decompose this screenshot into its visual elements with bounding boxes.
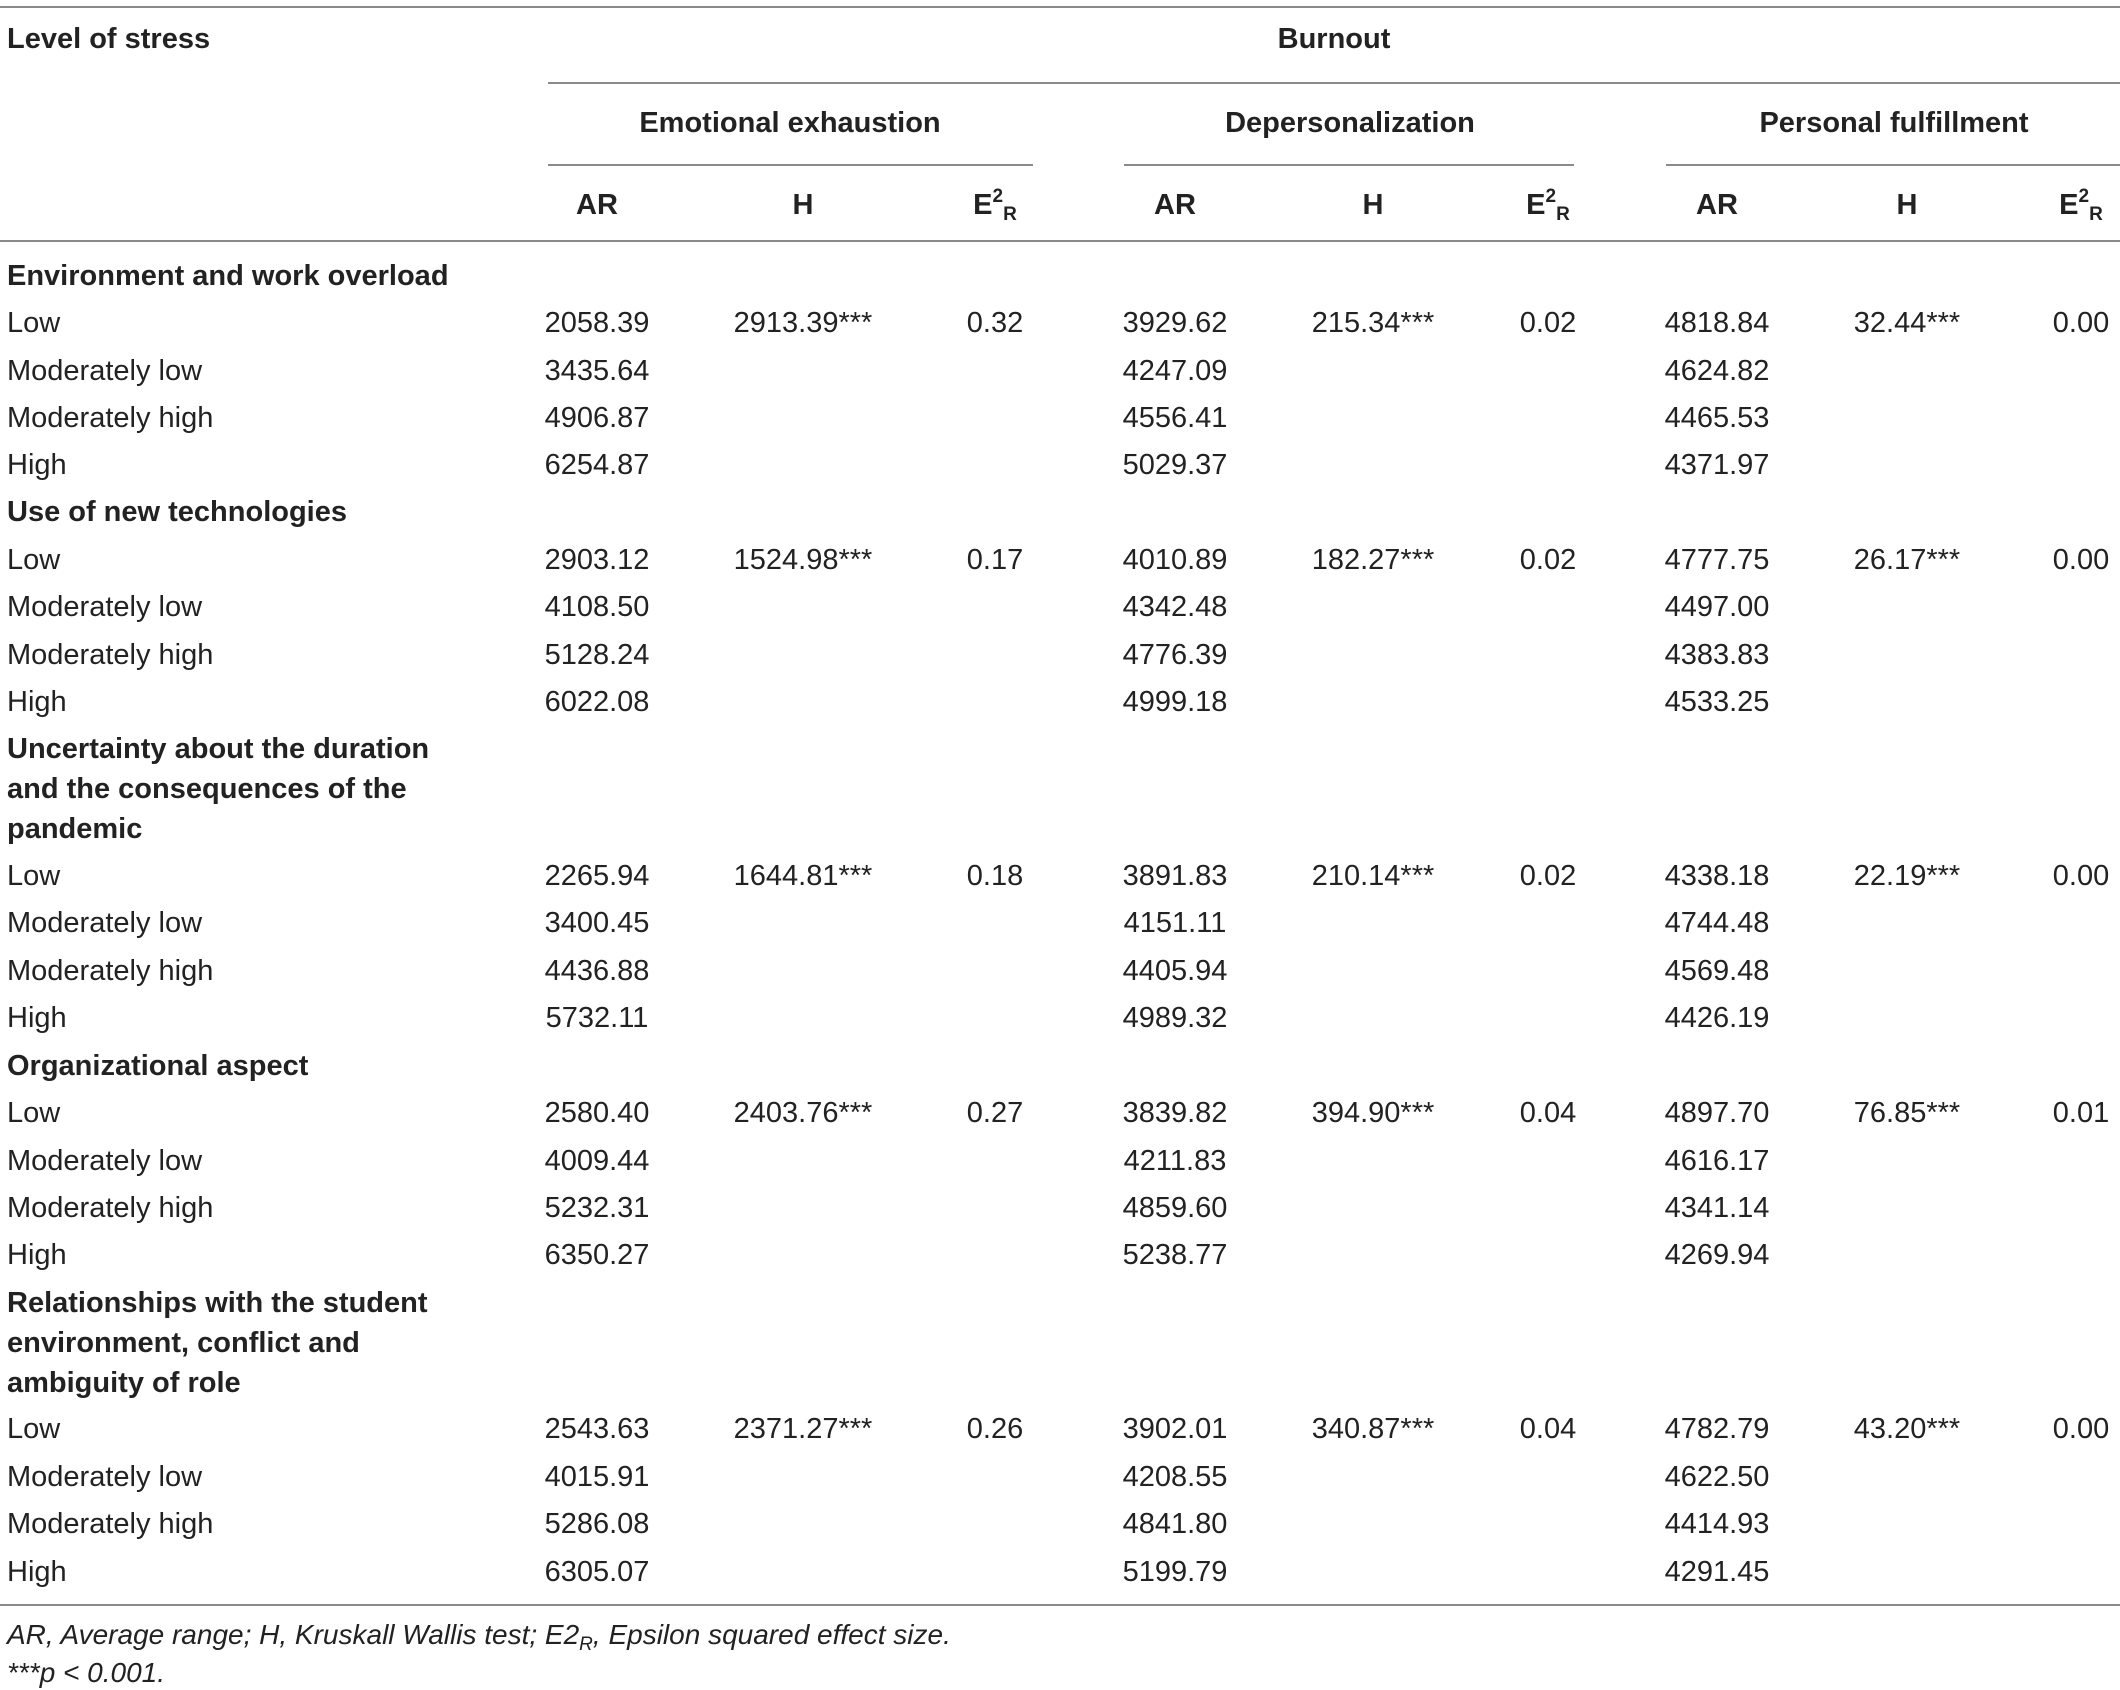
section-title: environment, conflict and: [7, 1327, 360, 1359]
col-header-h: H: [1362, 189, 1384, 221]
top-rule: [0, 6, 2120, 8]
cell: 3435.64: [544, 355, 650, 387]
row-label: Low: [7, 1097, 61, 1129]
section-title: Use of new technologies: [7, 496, 347, 528]
bottom-rule: [0, 1604, 2120, 1606]
footnote-significance: ***p < 0.001.: [7, 1657, 166, 1688]
col-header-e2r: $E^2_R$: [973, 186, 1017, 225]
row-label: High: [7, 1556, 67, 1588]
row-label: High: [7, 1239, 67, 1271]
cell: 4338.18: [1664, 860, 1770, 892]
group-header-depersonalization: Depersonalization: [1225, 107, 1475, 139]
cell: 215.34***: [1311, 307, 1435, 339]
cell: 0.00: [2052, 860, 2110, 892]
row-label: Moderately high: [7, 1192, 214, 1224]
cell: 5029.37: [1122, 449, 1228, 481]
cell: 0.04: [1519, 1413, 1577, 1445]
cell: 4436.88: [544, 955, 650, 987]
section-title: and the consequences of the: [7, 773, 407, 805]
cell: 3902.01: [1122, 1413, 1228, 1445]
cell: 0.00: [2052, 307, 2110, 339]
cell: 3929.62: [1122, 307, 1228, 339]
row-label: Moderately low: [7, 591, 203, 623]
cell: 6254.87: [544, 449, 650, 481]
cell: 2913.39***: [733, 307, 873, 339]
row-label: Low: [7, 544, 61, 576]
col-header-e2r: $E^2_R$: [1526, 186, 1570, 225]
cell: 4556.41: [1122, 402, 1228, 434]
col-header-h: H: [792, 189, 814, 221]
cell: 2058.39: [544, 307, 650, 339]
cell: 4342.48: [1122, 591, 1228, 623]
cell: 4859.60: [1122, 1192, 1228, 1224]
cell: 6305.07: [544, 1556, 650, 1588]
row-label: Moderately high: [7, 639, 214, 671]
cell: 0.32: [966, 307, 1024, 339]
cell: 4906.87: [544, 402, 650, 434]
cell: 1524.98***: [733, 544, 873, 576]
cell: 4782.79: [1664, 1413, 1770, 1445]
row-label: Moderately low: [7, 355, 203, 387]
group-rule-personal-fulfillment: [1666, 164, 2120, 166]
section-title: Environment and work overload: [7, 260, 449, 292]
cell: 4414.93: [1664, 1508, 1770, 1540]
cell: 4341.14: [1664, 1192, 1770, 1224]
cell: 22.19***: [1853, 860, 1961, 892]
cell: 4015.91: [544, 1461, 650, 1493]
cell: 2371.27***: [733, 1413, 873, 1445]
row-label: Moderately high: [7, 1508, 214, 1540]
cell: 5199.79: [1122, 1556, 1228, 1588]
group-header-emotional-exhaustion: Emotional exhaustion: [639, 107, 941, 139]
cell: 0.02: [1519, 860, 1577, 892]
cell: 26.17***: [1853, 544, 1961, 576]
cell: 3891.83: [1122, 860, 1228, 892]
cell: 0.02: [1519, 544, 1577, 576]
section-title: Uncertainty about the duration: [7, 733, 430, 765]
cell: 182.27***: [1311, 544, 1435, 576]
group-rule-emotional-exhaustion: [548, 164, 1033, 166]
row-label: High: [7, 449, 67, 481]
col-header-h: H: [1896, 189, 1918, 221]
row-label: Low: [7, 860, 61, 892]
row-label: Low: [7, 1413, 61, 1445]
cell: 0.01: [2052, 1097, 2110, 1129]
cell: 2543.63: [544, 1413, 650, 1445]
cell: 5732.11: [545, 1002, 649, 1034]
row-label: High: [7, 1002, 67, 1034]
cell: 4777.75: [1664, 544, 1770, 576]
cell: 4897.70: [1664, 1097, 1770, 1129]
cell: 3839.82: [1122, 1097, 1228, 1129]
cell: 5238.77: [1122, 1239, 1228, 1271]
cell: 2580.40: [544, 1097, 650, 1129]
cell: 2903.12: [544, 544, 650, 576]
row-label: Moderately high: [7, 402, 214, 434]
cell: 3400.45: [544, 907, 650, 939]
cell: 394.90***: [1311, 1097, 1435, 1129]
cell: 4841.80: [1122, 1508, 1228, 1540]
cell: 4465.53: [1664, 402, 1770, 434]
cell: 4291.45: [1664, 1556, 1770, 1588]
cell: 43.20***: [1853, 1413, 1961, 1445]
section-title: Relationships with the student: [7, 1287, 428, 1319]
cell: 4533.25: [1664, 686, 1770, 718]
cell: 4405.94: [1122, 955, 1228, 987]
footnote-abbreviations: AR, Average range; H, Kruskall Wallis test; $E2_R$, Epsilon squared effect size.: [7, 1619, 951, 1655]
section-title: Organizational aspect: [7, 1050, 309, 1082]
cell: 4426.19: [1664, 1002, 1770, 1034]
cell: 4989.32: [1122, 1002, 1228, 1034]
cell: 4622.50: [1664, 1461, 1770, 1493]
cell: 4371.97: [1664, 449, 1770, 481]
cell: 0.18: [966, 860, 1024, 892]
col-header-e2r: $E^2_R$: [2059, 186, 2103, 225]
group-rule-depersonalization: [1124, 164, 1574, 166]
cell: 4009.44: [544, 1145, 650, 1177]
cell: 0.00: [2052, 544, 2110, 576]
row-label: Moderately low: [7, 1145, 203, 1177]
row-label: Low: [7, 307, 61, 339]
burnout-header: Burnout: [1277, 23, 1391, 55]
row-label: Moderately low: [7, 907, 203, 939]
cell: 4818.84: [1664, 307, 1770, 339]
cell: 4211.83: [1123, 1145, 1227, 1177]
col-header-ar: AR: [576, 189, 618, 221]
row-label: High: [7, 686, 67, 718]
cell: 2403.76***: [733, 1097, 873, 1129]
header-bottom-rule: [0, 240, 2120, 242]
cell: 4383.83: [1664, 639, 1770, 671]
cell: 340.87***: [1311, 1413, 1435, 1445]
col-header-ar: AR: [1154, 189, 1196, 221]
cell: 6350.27: [544, 1239, 650, 1271]
cell: 4269.94: [1664, 1239, 1770, 1271]
cell: 4247.09: [1122, 355, 1228, 387]
row-label: Moderately low: [7, 1461, 203, 1493]
cell: 6022.08: [544, 686, 650, 718]
section-title: ambiguity of role: [7, 1367, 241, 1399]
cell: 4208.55: [1122, 1461, 1228, 1493]
group-header-personal-fulfillment: Personal fulfillment: [1759, 107, 2029, 139]
burnout-rule: [548, 82, 2120, 84]
cell: 5286.08: [544, 1508, 650, 1540]
cell: 0.26: [966, 1413, 1024, 1445]
cell: 0.04: [1519, 1097, 1577, 1129]
col-header-ar: AR: [1696, 189, 1738, 221]
cell: 4497.00: [1664, 591, 1770, 623]
cell: 5232.31: [544, 1192, 650, 1224]
cell: 32.44***: [1853, 307, 1961, 339]
cell: 4624.82: [1664, 355, 1770, 387]
cell: 4010.89: [1122, 544, 1228, 576]
stub-header: Level of stress: [7, 23, 211, 55]
cell: 4151.11: [1123, 907, 1227, 939]
cell: 4744.48: [1664, 907, 1770, 939]
cell: 4999.18: [1122, 686, 1228, 718]
row-label: Moderately high: [7, 955, 214, 987]
cell: 2265.94: [544, 860, 650, 892]
cell: 4616.17: [1664, 1145, 1770, 1177]
cell: 4569.48: [1664, 955, 1770, 987]
cell: 0.27: [966, 1097, 1024, 1129]
section-title: pandemic: [7, 813, 143, 845]
cell: 210.14***: [1311, 860, 1435, 892]
cell: 0.17: [966, 544, 1024, 576]
cell: 5128.24: [544, 639, 650, 671]
cell: 0.00: [2052, 1413, 2110, 1445]
cell: 4108.50: [544, 591, 650, 623]
cell: 0.02: [1519, 307, 1577, 339]
cell: 76.85***: [1853, 1097, 1961, 1129]
cell: 4776.39: [1122, 639, 1228, 671]
cell: 1644.81***: [733, 860, 873, 892]
